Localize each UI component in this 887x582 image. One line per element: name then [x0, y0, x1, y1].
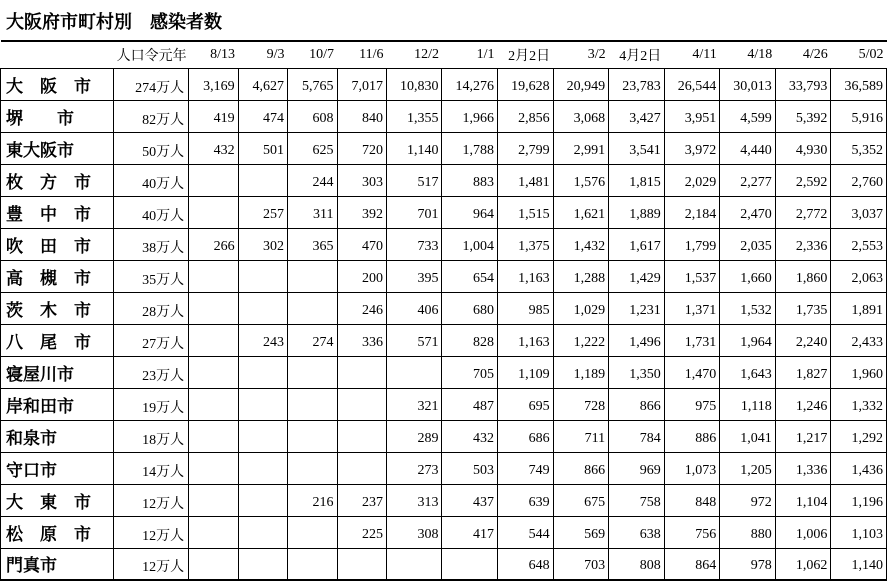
case-count-cell: 1,103 [831, 516, 887, 548]
case-count-cell [189, 292, 238, 324]
case-count-cell: 1,735 [775, 292, 831, 324]
header-date: 2月2日 [498, 41, 554, 68]
case-count-cell: 1,621 [553, 196, 609, 228]
case-count-cell [238, 164, 287, 196]
case-count-cell: 1,731 [664, 324, 720, 356]
population-cell: 40万人 [114, 196, 189, 228]
case-count-cell: 5,916 [831, 100, 887, 132]
case-count-cell: 985 [498, 292, 554, 324]
population-cell: 27万人 [114, 324, 189, 356]
city-name: 大 東 市 [1, 484, 114, 516]
infection-table [0, 40, 887, 581]
case-count-cell: 828 [442, 324, 498, 356]
city-name: 枚 方 市 [1, 164, 114, 196]
case-count-cell: 1,350 [609, 356, 665, 388]
case-count-cell [189, 388, 238, 420]
case-count-cell: 308 [386, 516, 442, 548]
case-count-cell [238, 420, 287, 452]
case-count-cell: 695 [498, 388, 554, 420]
table-row [1, 260, 887, 292]
table-row [1, 68, 887, 100]
city-name: 守口市 [1, 452, 114, 484]
city-name: 堺 市 [1, 100, 114, 132]
population-cell: 40万人 [114, 164, 189, 196]
case-count-cell: 487 [442, 388, 498, 420]
case-count-cell: 975 [664, 388, 720, 420]
case-count-cell: 1,660 [720, 260, 776, 292]
case-count-cell: 866 [553, 452, 609, 484]
case-count-cell: 638 [609, 516, 665, 548]
header-date: 5/02 [831, 41, 887, 68]
case-count-cell: 969 [609, 452, 665, 484]
case-count-cell: 2,553 [831, 228, 887, 260]
case-count-cell: 2,772 [775, 196, 831, 228]
case-count-cell: 1,332 [831, 388, 887, 420]
population-cell: 50万人 [114, 132, 189, 164]
case-count-cell: 3,169 [189, 68, 238, 100]
population-cell: 18万人 [114, 420, 189, 452]
case-count-cell: 470 [337, 228, 386, 260]
case-count-cell: 1,889 [609, 196, 665, 228]
case-count-cell: 274 [288, 324, 337, 356]
table-row [1, 484, 887, 516]
case-count-cell: 1,205 [720, 452, 776, 484]
case-count-cell: 840 [337, 100, 386, 132]
case-count-cell: 544 [498, 516, 554, 548]
case-count-cell [288, 356, 337, 388]
case-count-cell: 2,592 [775, 164, 831, 196]
header-date: 4/11 [664, 41, 720, 68]
case-count-cell: 848 [664, 484, 720, 516]
case-count-cell: 2,063 [831, 260, 887, 292]
case-count-cell [337, 548, 386, 580]
case-count-cell [442, 548, 498, 580]
case-count-cell: 200 [337, 260, 386, 292]
population-cell: 19万人 [114, 388, 189, 420]
population-cell: 14万人 [114, 452, 189, 484]
case-count-cell: 3,068 [553, 100, 609, 132]
case-count-cell: 4,599 [720, 100, 776, 132]
case-count-cell: 2,184 [664, 196, 720, 228]
case-count-cell: 2,277 [720, 164, 776, 196]
case-count-cell: 273 [386, 452, 442, 484]
city-name: 豊 中 市 [1, 196, 114, 228]
case-count-cell: 2,433 [831, 324, 887, 356]
case-count-cell: 1,231 [609, 292, 665, 324]
case-count-cell: 321 [386, 388, 442, 420]
header-date: 4/26 [775, 41, 831, 68]
case-count-cell [288, 452, 337, 484]
case-count-cell: 866 [609, 388, 665, 420]
case-count-cell: 1,432 [553, 228, 609, 260]
case-count-cell: 880 [720, 516, 776, 548]
case-count-cell: 886 [664, 420, 720, 452]
case-count-cell: 1,815 [609, 164, 665, 196]
case-count-cell: 648 [498, 548, 554, 580]
case-count-cell: 675 [553, 484, 609, 516]
case-count-cell [238, 484, 287, 516]
case-count-cell: 1,140 [831, 548, 887, 580]
case-count-cell: 1,371 [664, 292, 720, 324]
case-count-cell: 571 [386, 324, 442, 356]
case-count-cell: 3,037 [831, 196, 887, 228]
header-corner [1, 41, 114, 68]
case-count-cell: 1,375 [498, 228, 554, 260]
city-name: 和泉市 [1, 420, 114, 452]
case-count-cell: 1,217 [775, 420, 831, 452]
case-count-cell: 1,163 [498, 260, 554, 292]
case-count-cell: 395 [386, 260, 442, 292]
case-count-cell: 1,336 [775, 452, 831, 484]
case-count-cell: 1,966 [442, 100, 498, 132]
case-count-cell [189, 516, 238, 548]
case-count-cell: 3,972 [664, 132, 720, 164]
case-count-cell: 728 [553, 388, 609, 420]
case-count-cell: 1,860 [775, 260, 831, 292]
case-count-cell: 7,017 [337, 68, 386, 100]
case-count-cell: 406 [386, 292, 442, 324]
case-count-cell [288, 516, 337, 548]
case-count-cell: 883 [442, 164, 498, 196]
table-row [1, 132, 887, 164]
case-count-cell: 474 [238, 100, 287, 132]
case-count-cell [238, 452, 287, 484]
case-count-cell: 2,760 [831, 164, 887, 196]
population-cell: 12万人 [114, 516, 189, 548]
case-count-cell: 1,827 [775, 356, 831, 388]
population-cell: 28万人 [114, 292, 189, 324]
case-count-cell [238, 548, 287, 580]
case-count-cell: 1,118 [720, 388, 776, 420]
case-count-cell: 225 [337, 516, 386, 548]
case-count-cell [189, 260, 238, 292]
header-row [1, 41, 887, 68]
case-count-cell: 1,436 [831, 452, 887, 484]
city-name: 高 槻 市 [1, 260, 114, 292]
case-count-cell [189, 484, 238, 516]
case-count-cell [238, 388, 287, 420]
case-count-cell: 19,628 [498, 68, 554, 100]
header-date: 4月2日 [609, 41, 665, 68]
table-row [1, 164, 887, 196]
city-name: 大 阪 市 [1, 68, 114, 100]
case-count-cell [189, 324, 238, 356]
population-cell: 12万人 [114, 484, 189, 516]
case-count-cell: 1,109 [498, 356, 554, 388]
header-date: 8/13 [189, 41, 238, 68]
header-population: 人口令元年 [114, 41, 189, 68]
case-count-cell: 23,783 [609, 68, 665, 100]
case-count-cell [189, 548, 238, 580]
header-date: 4/18 [720, 41, 776, 68]
case-count-cell: 26,544 [664, 68, 720, 100]
case-count-cell: 1,515 [498, 196, 554, 228]
case-count-cell: 749 [498, 452, 554, 484]
case-count-cell [238, 260, 287, 292]
case-count-cell: 5,352 [831, 132, 887, 164]
case-count-cell [337, 388, 386, 420]
case-count-cell [238, 356, 287, 388]
case-count-cell: 417 [442, 516, 498, 548]
case-count-cell: 1,288 [553, 260, 609, 292]
case-count-cell: 1,532 [720, 292, 776, 324]
case-count-cell [386, 548, 442, 580]
case-count-cell: 3,951 [664, 100, 720, 132]
case-count-cell: 1,062 [775, 548, 831, 580]
city-name: 吹 田 市 [1, 228, 114, 260]
case-count-cell [238, 516, 287, 548]
page-title: 大阪府市町村別 感染者数 [6, 12, 222, 33]
case-count-cell: 1,537 [664, 260, 720, 292]
case-count-cell [189, 452, 238, 484]
city-name: 岸和田市 [1, 388, 114, 420]
header-date: 3/2 [553, 41, 609, 68]
case-count-cell: 654 [442, 260, 498, 292]
case-count-cell: 864 [664, 548, 720, 580]
case-count-cell: 2,029 [664, 164, 720, 196]
case-count-cell [386, 356, 442, 388]
case-count-cell: 336 [337, 324, 386, 356]
case-count-cell: 784 [609, 420, 665, 452]
case-count-cell [189, 196, 238, 228]
case-count-cell: 36,589 [831, 68, 887, 100]
case-count-cell: 1,004 [442, 228, 498, 260]
case-count-cell: 1,196 [831, 484, 887, 516]
case-count-cell: 1,140 [386, 132, 442, 164]
case-count-cell: 680 [442, 292, 498, 324]
population-cell: 23万人 [114, 356, 189, 388]
case-count-cell: 758 [609, 484, 665, 516]
case-count-cell: 1,960 [831, 356, 887, 388]
case-count-cell: 1,788 [442, 132, 498, 164]
table-row [1, 516, 887, 548]
case-count-cell: 5,392 [775, 100, 831, 132]
header-date: 12/2 [386, 41, 442, 68]
case-count-cell [238, 292, 287, 324]
case-count-cell [337, 356, 386, 388]
case-count-cell: 432 [442, 420, 498, 452]
case-count-cell: 3,427 [609, 100, 665, 132]
table-row [1, 388, 887, 420]
case-count-cell: 33,793 [775, 68, 831, 100]
city-name: 松 原 市 [1, 516, 114, 548]
case-count-cell: 1,964 [720, 324, 776, 356]
table-row [1, 324, 887, 356]
case-count-cell: 1,073 [664, 452, 720, 484]
case-count-cell: 1,041 [720, 420, 776, 452]
population-cell: 82万人 [114, 100, 189, 132]
city-name: 八 尾 市 [1, 324, 114, 356]
table-row [1, 292, 887, 324]
case-count-cell [189, 356, 238, 388]
case-count-cell: 20,949 [553, 68, 609, 100]
case-count-cell: 705 [442, 356, 498, 388]
case-count-cell: 2,240 [775, 324, 831, 356]
case-count-cell [288, 548, 337, 580]
header-date: 1/1 [442, 41, 498, 68]
header-date: 10/7 [288, 41, 337, 68]
city-name: 茨 木 市 [1, 292, 114, 324]
case-count-cell: 720 [337, 132, 386, 164]
case-count-cell: 1,006 [775, 516, 831, 548]
case-count-cell: 503 [442, 452, 498, 484]
case-count-cell [189, 164, 238, 196]
case-count-cell: 756 [664, 516, 720, 548]
case-count-cell: 2,336 [775, 228, 831, 260]
case-count-cell: 392 [337, 196, 386, 228]
population-cell: 12万人 [114, 548, 189, 580]
case-count-cell: 703 [553, 548, 609, 580]
case-count-cell: 437 [442, 484, 498, 516]
case-count-cell: 5,765 [288, 68, 337, 100]
case-count-cell: 625 [288, 132, 337, 164]
case-count-cell: 246 [337, 292, 386, 324]
case-count-cell: 30,013 [720, 68, 776, 100]
case-count-cell: 303 [337, 164, 386, 196]
case-count-cell: 1,029 [553, 292, 609, 324]
case-count-cell: 313 [386, 484, 442, 516]
case-count-cell: 1,576 [553, 164, 609, 196]
case-count-cell: 266 [189, 228, 238, 260]
case-count-cell: 2,035 [720, 228, 776, 260]
table-row [1, 548, 887, 580]
case-count-cell [337, 452, 386, 484]
case-count-cell: 1,292 [831, 420, 887, 452]
population-cell: 274万人 [114, 68, 189, 100]
case-count-cell: 2,470 [720, 196, 776, 228]
case-count-cell: 1,246 [775, 388, 831, 420]
case-count-cell: 302 [238, 228, 287, 260]
header-date: 11/6 [337, 41, 386, 68]
case-count-cell: 639 [498, 484, 554, 516]
case-count-cell: 808 [609, 548, 665, 580]
case-count-cell: 1,470 [664, 356, 720, 388]
case-count-cell: 1,617 [609, 228, 665, 260]
case-count-cell [189, 420, 238, 452]
case-count-cell: 2,991 [553, 132, 609, 164]
case-count-cell: 257 [238, 196, 287, 228]
case-count-cell: 1,222 [553, 324, 609, 356]
case-count-cell: 733 [386, 228, 442, 260]
header-date: 9/3 [238, 41, 287, 68]
case-count-cell: 1,429 [609, 260, 665, 292]
case-count-cell: 1,643 [720, 356, 776, 388]
case-count-cell: 1,163 [498, 324, 554, 356]
case-count-cell: 517 [386, 164, 442, 196]
case-count-cell: 2,799 [498, 132, 554, 164]
case-count-cell: 1,355 [386, 100, 442, 132]
case-count-cell: 4,440 [720, 132, 776, 164]
case-count-cell: 1,496 [609, 324, 665, 356]
case-count-cell: 972 [720, 484, 776, 516]
case-count-cell: 608 [288, 100, 337, 132]
population-cell: 35万人 [114, 260, 189, 292]
case-count-cell [288, 388, 337, 420]
case-count-cell: 1,799 [664, 228, 720, 260]
case-count-cell: 365 [288, 228, 337, 260]
case-count-cell: 419 [189, 100, 238, 132]
case-count-cell: 289 [386, 420, 442, 452]
case-count-cell: 4,627 [238, 68, 287, 100]
case-count-cell: 964 [442, 196, 498, 228]
city-name: 門真市 [1, 548, 114, 580]
table-row [1, 100, 887, 132]
case-count-cell: 244 [288, 164, 337, 196]
case-count-cell [288, 292, 337, 324]
case-count-cell: 1,481 [498, 164, 554, 196]
city-name: 寝屋川市 [1, 356, 114, 388]
case-count-cell [288, 420, 337, 452]
case-count-cell: 243 [238, 324, 287, 356]
table-row [1, 228, 887, 260]
case-count-cell: 10,830 [386, 68, 442, 100]
case-count-cell: 978 [720, 548, 776, 580]
case-count-cell: 1,104 [775, 484, 831, 516]
case-count-cell: 4,930 [775, 132, 831, 164]
case-count-cell: 1,891 [831, 292, 887, 324]
case-count-cell [337, 420, 386, 452]
case-count-cell: 432 [189, 132, 238, 164]
case-count-cell: 1,189 [553, 356, 609, 388]
case-count-cell: 2,856 [498, 100, 554, 132]
case-count-cell: 701 [386, 196, 442, 228]
case-count-cell: 569 [553, 516, 609, 548]
case-count-cell: 216 [288, 484, 337, 516]
case-count-cell: 501 [238, 132, 287, 164]
case-count-cell: 237 [337, 484, 386, 516]
table-row [1, 420, 887, 452]
case-count-cell: 14,276 [442, 68, 498, 100]
table-row [1, 452, 887, 484]
city-name: 東大阪市 [1, 132, 114, 164]
case-count-cell [288, 260, 337, 292]
table-row [1, 196, 887, 228]
case-count-cell: 311 [288, 196, 337, 228]
case-count-cell: 686 [498, 420, 554, 452]
population-cell: 38万人 [114, 228, 189, 260]
case-count-cell: 711 [553, 420, 609, 452]
case-count-cell: 3,541 [609, 132, 665, 164]
table-row [1, 356, 887, 388]
